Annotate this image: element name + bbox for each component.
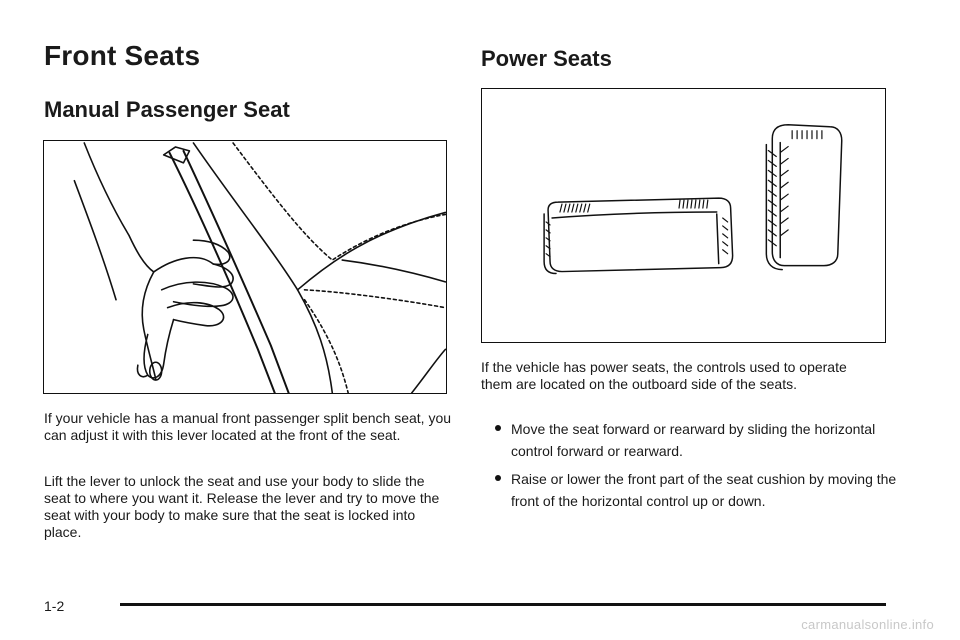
page-number: 1-2 [44,598,65,614]
power-seats-intro: If the vehicle has power seats, the controls used to operate them are located on the outboard side of the seats. [481,359,847,392]
watermark: carmanualsonline.info [801,617,934,632]
bullet-text: Raise or lower the front part of the seat cushion by moving the front of the horizontal control up or down. [511,471,897,509]
bullet-icon [495,425,501,431]
power-seats-bullet-list [481,418,901,518]
bullet-icon [495,475,501,481]
power-seats-heading: Power Seats [481,46,612,71]
footer-rule [120,603,886,606]
manual-seat-lever-illustration [43,140,447,394]
manual-seat-heading: Manual Passenger Seat [44,97,290,122]
seat-cushion [193,143,332,393]
seat-lever [170,153,275,393]
vertical-seat-control [766,125,841,270]
bullet-item [481,418,901,462]
hand [84,143,153,272]
bullet-text: Move the seat forward or rearward by sliding the horizontal control forward or rearward. [511,421,876,459]
manual-seat-paragraph-1: If your vehicle has a manual front passenger split bench seat, you can adjust it with this lever located at the front of the seat. [44,410,452,443]
page-title: Front Seats [44,40,201,71]
manual-seat-paragraph-2: Lift the lever to unlock the seat and use your body to slide the seat to where you want it. Release the lever and try to move the seat with your body to make sure that the seat is locked into place. [44,473,440,540]
bullet-item [481,468,901,512]
horizontal-seat-control [544,198,733,273]
power-seat-controls-illustration [481,88,886,343]
